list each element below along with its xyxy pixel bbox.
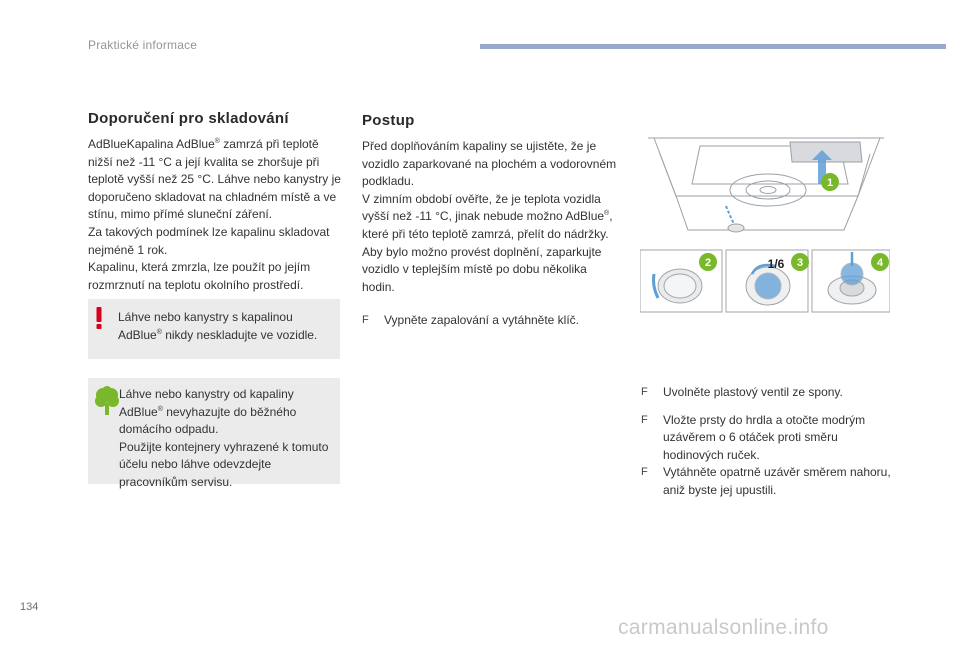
environment-paragraph-2: Použijte kontejnery vyhrazené k tomuto účelu nebo láhve odevzdejte pracovníkům servisu. [119,439,329,489]
storage-paragraph-3: Kapalinu, která zmrzla, lze použít po jejím rozmrznutí na teplotu okolního prostředí. [88,260,311,292]
warning-box [88,299,340,359]
page-number: 134 [20,601,39,613]
header-bar [480,44,946,49]
storage-paragraph-2: Za takových podmínek lze kapalinu skladovat nejméně 1 rok. [88,224,330,257]
procedure-paragraph-1: Před doplňováním kapaliny se ujistěte, že je vozidlo zaparkované na plochém a vodorovném podkladu. [362,139,617,189]
environment-text [119,386,331,492]
storage-text [88,136,346,294]
watermark: carmanualsonline.info [618,616,829,639]
step-2 [641,412,896,465]
svg-text:2: 2 [704,257,712,269]
step-text: Vypněte zapalování a vytáhněte klíč. [384,313,580,327]
turn-fraction: 1/6 [767,257,785,271]
storage-paragraph-1: AdBlueKapalina AdBlue® zamrzá při teplotě nižší než -11 °C a její kvalita se zhoršuje při teplotě vyšší než 25 °C. Láhve nebo kanystry je doporučeno skladovat na chladném místě a ve stínu, mimo přímé sluneční záření. [88,137,341,222]
warning-text: Láhve nebo kanystry s kapalinou AdBlue® nikdy neskladujte ve vozidle. [118,310,318,342]
trunk-illustration [640,134,890,314]
bullet-marker: F [641,413,648,426]
procedure-section [362,112,620,296]
warning-icon [93,307,105,329]
bullet-marker: F [362,314,369,326]
procedure-text [362,138,620,296]
environment-paragraph-1: Láhve nebo kanystry od kapaliny AdBlue® nevyhazujte do běžného domácího odpadu. [119,387,297,437]
step-ignition [362,312,634,330]
environment-box [88,378,340,489]
step-text: Uvolněte plastový ventil ze spony. [663,385,843,399]
step-1 [641,384,896,402]
tree-icon [94,386,120,416]
storage-heading: Doporučení pro skladování [88,110,289,127]
bullet-marker: F [641,386,648,398]
bullet-marker: F [641,466,648,479]
svg-text:1: 1 [826,177,834,189]
step-text: Vložte prsty do hrdla a otočte modrým uzávěrem o 6 otáček proti směru hodinových ruček. [663,412,866,462]
procedure-heading: Postup [362,112,415,129]
storage-section [88,110,346,294]
step-3 [641,464,896,499]
svg-text:4: 4 [876,257,884,269]
step-text: Vytáhněte opatrně uzávěr směrem nahoru, aniž byste jej upustili. [663,465,891,497]
steps-list [641,384,896,500]
section-title: Praktické informace [88,38,198,52]
procedure-paragraph-2: V zimním období ověřte, že je teplota vozidla vyšší než -11 °C, jinak nebude možno AdBlue®, které při této teplotě zamrzá, přelít do nádržky. Aby bylo možno provést doplnění, zaparkujte vozidlo v teplejším místě po dobu několika hodin. [362,191,613,294]
svg-text:3: 3 [796,257,804,269]
